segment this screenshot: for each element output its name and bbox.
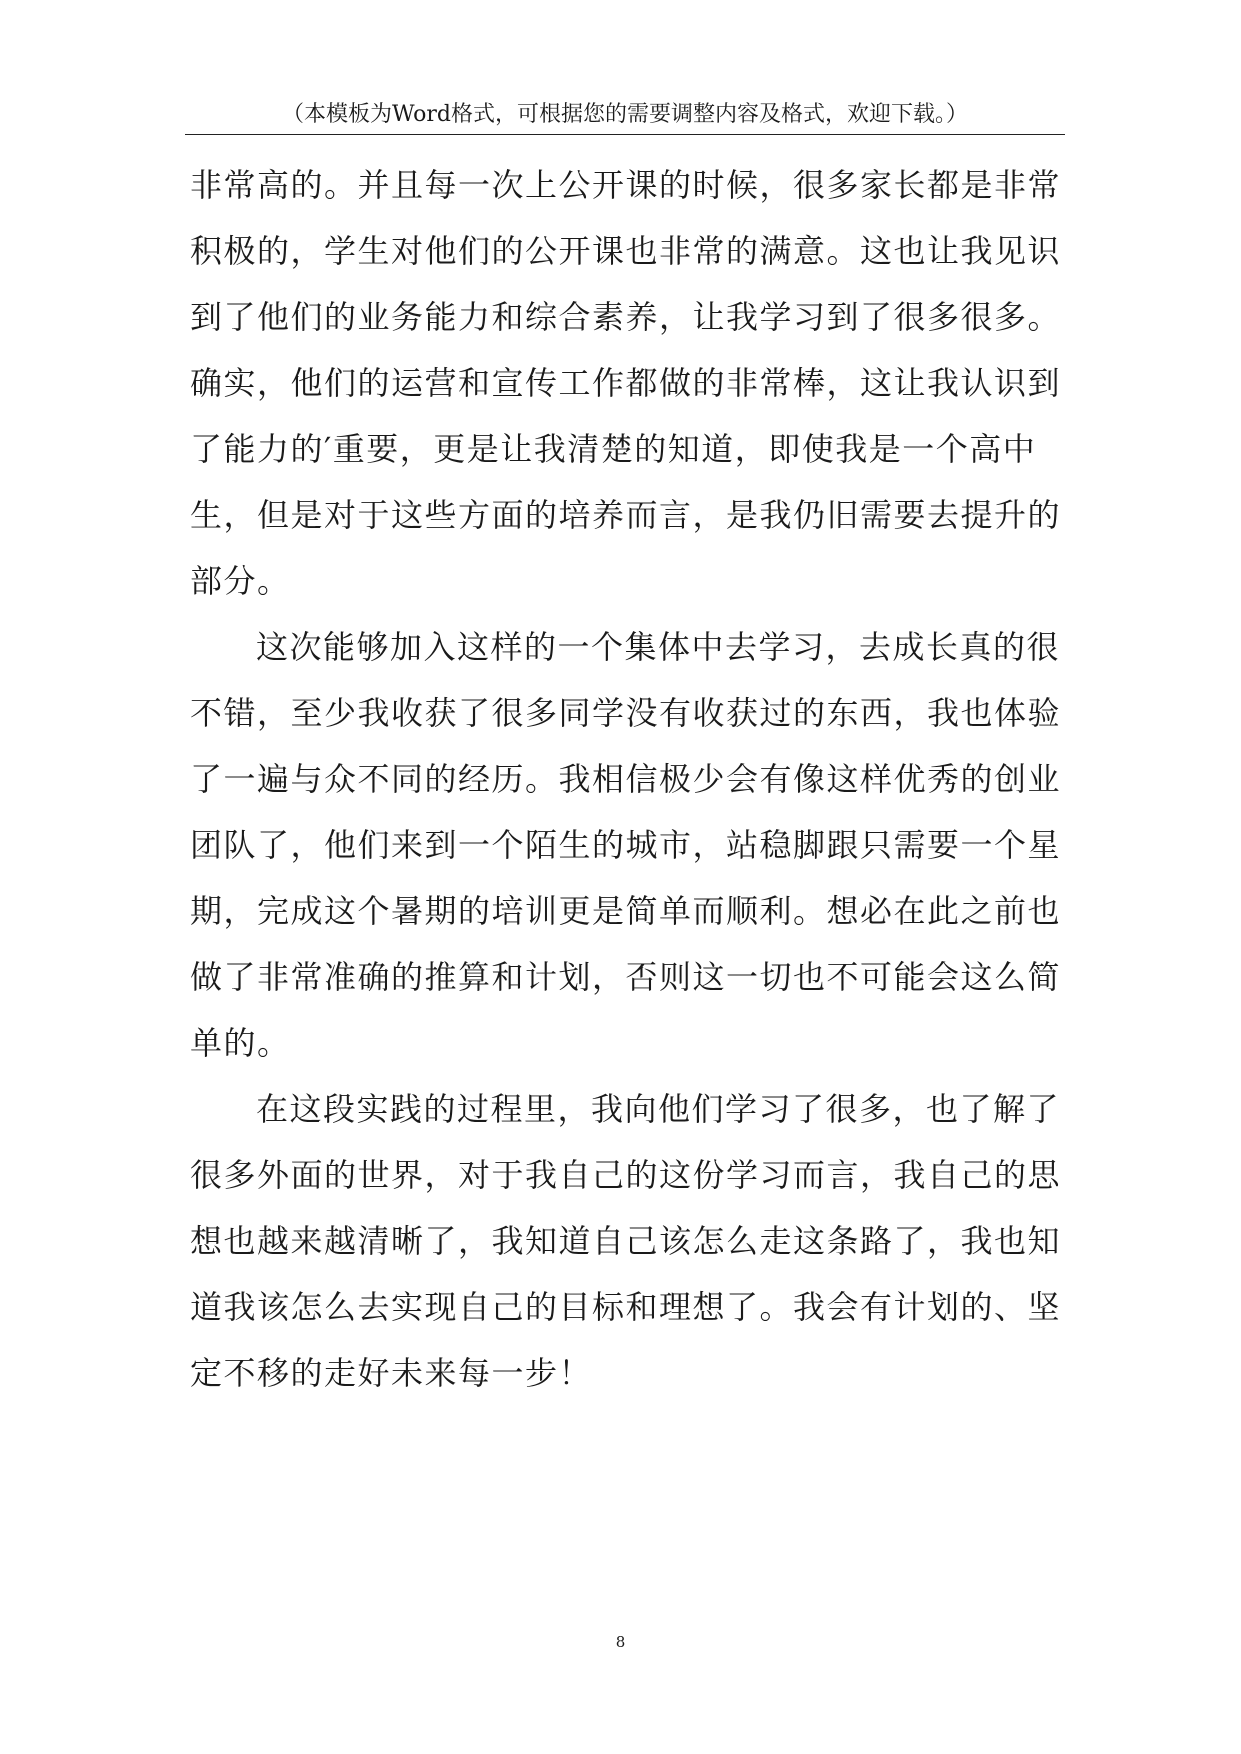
text-line: 确实，他们的运营和宣传工作都做的非常棒，这让我认识到 — [190, 364, 1062, 402]
paragraph-start-line: 这次能够加入这样的一个集体中去学习，去成长真的很 — [256, 628, 1061, 666]
text-line: 做了非常准确的推算和计划，否则这一切也不可能会这么简 — [190, 958, 1062, 996]
header-divider — [185, 134, 1065, 135]
text-line: 生，但是对于这些方面的培养而言，是我仍旧需要去提升的 — [190, 496, 1062, 534]
text-line: 定不移的走好未来每一步！ — [190, 1354, 593, 1392]
text-line: 道我该怎么去实现自己的目标和理想了。我会有计划的、坚 — [190, 1288, 1062, 1326]
text-line: 了一遍与众不同的经历。我相信极少会有像这样优秀的创业 — [190, 760, 1062, 798]
text-line: 了能力的′重要，更是让我清楚的知道，即使我是一个高中 — [190, 430, 1037, 468]
text-line: 非常高的。并且每一次上公开课的时候，很多家长都是非常 — [190, 166, 1062, 204]
text-line: 团队了，他们来到一个陌生的城市，站稳脚跟只需要一个星 — [190, 826, 1062, 864]
text-line: 很多外面的世界，对于我自己的这份学习而言，我自己的思 — [190, 1156, 1062, 1194]
text-line: 期，完成这个暑期的培训更是简单而顺利。想必在此之前也 — [190, 892, 1062, 930]
text-line: 到了他们的业务能力和综合素养，让我学习到了很多很多。 — [190, 298, 1062, 336]
page-header: （本模板为Word格式，可根据您的需要调整内容及格式，欢迎下载。） — [282, 102, 968, 127]
text-line: 不错，至少我收获了很多同学没有收获过的东西，我也体验 — [190, 694, 1062, 732]
body-text — [190, 152, 1060, 1406]
page-number: 8 — [615, 1633, 626, 1651]
text-line: 部分。 — [190, 562, 291, 600]
paragraph-start-line: 在这段实践的过程里，我向他们学习了很多，也了解了 — [256, 1090, 1061, 1128]
text-line: 想也越来越清晰了，我知道自己该怎么走这条路了，我也知 — [190, 1222, 1062, 1260]
text-line: 积极的，学生对他们的公开课也非常的满意。这也让我见识 — [190, 232, 1062, 270]
text-line: 单的。 — [190, 1024, 291, 1062]
